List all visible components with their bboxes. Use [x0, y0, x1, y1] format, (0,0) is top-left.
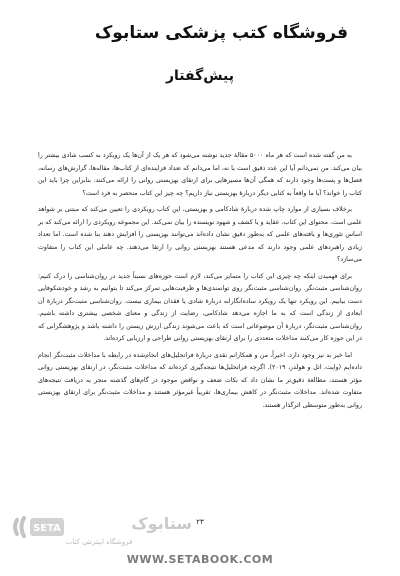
setabook-watermark	[10, 508, 210, 552]
store-title: فروشگاه کتب پزشکی ستابوک	[94, 23, 348, 43]
page-number: ۲۳	[196, 518, 204, 526]
paragraph: به من گفته شده است که هر ماه ۵۰۰۰ مقالهٔ جدید نوشته می‌شود که هر یک از آن‌ها یک رویکرد به کسب شادی بیشتر را بیان می‌کند. من نمی‌دانم آیا این عدد دقیق است یا نه، اما می‌دانم که تعداد فزاینده‌ای از کتاب‌ها، مقاله‌ها، گزارش‌های رسانه، فصل‌ها و پست‌ها وجود دارند که همگی آن‌ها مسیرهایی برای ارتقای بهزیستی روانی را ارائه می‌کنند. بنابراین چرا باید این کتاب را خواند؟ آیا ما واقعاً به کتابی دیگر دربارهٔ بهزیستی نیاز داریم؟ چه چیز این کتاب منحصر به فرد است؟	[38, 152, 362, 197]
paragraph: برخلاف بسیاری از موارد چاپ شده دربارهٔ شادکامی و بهزیستی، این کتاب رویکردی را تعیین می‌کند که مبتنی بر شواهد علمی است. محتوای این کتاب، عقاید و یا کشف و شهود نویسنده را بیان نمی‌کند. این مجموعه رویکردی را ارائه می‌کند که بر اساس تئوری‌ها و یافته‌های علمی که به‌طور دقیق نشان داده‌اند می‌توانند بهزیستی را افزایش دهند بنا شده است. اما تعداد زیادی راهبردهای علمی وجود دارند که مدعی هستند بهزیستی روانی را ارتقا می‌دهند. چه عاملی این کتاب را متفاوت می‌سازد؟	[38, 206, 362, 263]
setabook-logo-icon	[12, 514, 70, 540]
paragraph: برای فهمیدن اینکه چه چیزی این کتاب را متمایز می‌کند، لازم است حوزه‌های نسبتاً جدید در روان‌شناسی را درک کنیم: روان‌شناسی مثبت‌نگر. روان‌شناسی مثبت‌نگر روی توانمندی‌ها و ظرفیت‌هایی تمرکز می‌کند تا بتوانیم به رشد و خودشکوفایی دست بیابیم. این رویکرد تنها یک رویکرد ساده‌انگارانه دربارهٔ شادی یا فقدان بیماری نیست. روان‌شناسی مثبت‌نگر دربارهٔ آن ابعادی از زندگی است که به ما اجازه می‌دهد شادکامی، رضایت از زندگی و معنای شخصی بیشتری داشته باشیم. روان‌شناسی مثبت‌نگر، دربارهٔ آن موضوعاتی است که باعث می‌شوند زندگی ارزش زیستن را داشته باشد و پژوهشگرانی که در این حوزه کار می‌کنند مداخلات متعددی را برای ارتقای بهزیستی روانی طراحی و ارزیابی کرده‌اند.	[38, 272, 362, 342]
paragraph: اما خبر بد نیز وجود دارد. اخیراً، من و همکارانم نقدی دربارهٔ فراتحلیل‌های انجام‌شده در رابطه با مداخلات مثبت‌نگر انجام داده‌ایم (وایت، اتل و هولدر، ۲۰۱۹). اگرچه فراتحلیل‌ها نتیجه‌گیری کرده‌اند که مداخلات مثبت‌نگر، در ارتقای بهزیستی روانی مؤثر هستند، مطالعهٔ دقیق‌تر ما نشان داد که نکات ضعف و نواقص موجود در گام‌های گذشته منجر به دریافت نتیجه‌های متفاوت شده‌اند. مداخلات مثبت‌نگر در کاهش بیماری‌ها، تقریباً غیرمؤثر هستند و مداخلات مثبت‌نگر برای ارتقای بهزیستی روانی به‌طور متوسطی اثرگذار هستند.	[38, 351, 362, 409]
brand-tagline: فروشگاه اینترنتی کتاب	[65, 538, 133, 546]
body-text	[38, 150, 362, 416]
brand-name: ستابوک	[131, 514, 192, 533]
svg-text:SETA: SETA	[33, 523, 61, 534]
page-heading: پیش‌گفتار	[165, 68, 234, 84]
site-url: WWW.SETABOOK.COM	[126, 553, 274, 566]
